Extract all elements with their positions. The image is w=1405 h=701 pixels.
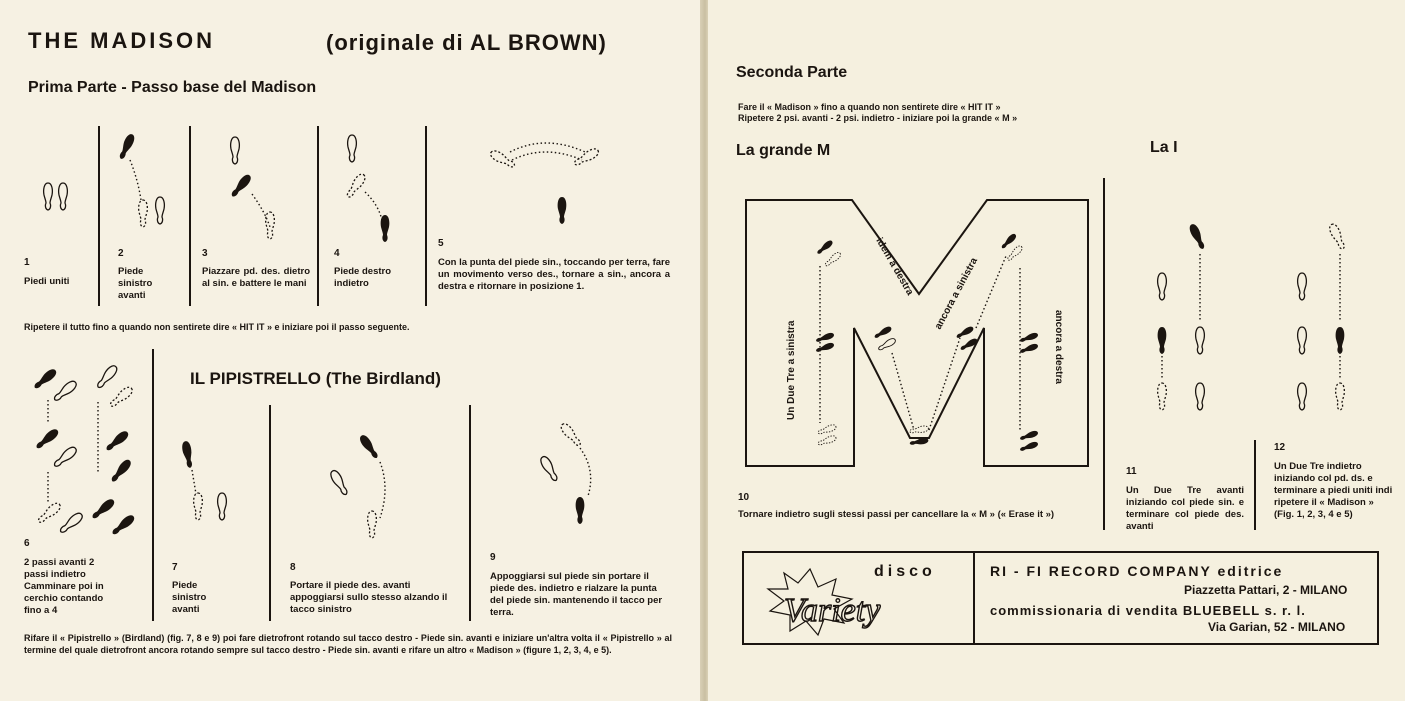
divider bbox=[1254, 440, 1256, 530]
divider bbox=[269, 405, 271, 621]
divider bbox=[469, 405, 471, 621]
step-diagram-1 bbox=[38, 178, 78, 222]
intro-line-2: Ripetere 2 psi. avanti - 2 psi. indietro - iniziare poi la grande « M » bbox=[738, 113, 1018, 123]
figure-number: 6 bbox=[24, 538, 30, 549]
section-heading-prima-parte: Prima Parte - Passo base del Madison bbox=[28, 79, 317, 96]
divider bbox=[189, 126, 191, 306]
distributor-name: commissionaria di vendita BLUEBELL s. r. l. bbox=[990, 603, 1306, 618]
figure-caption: Piede sinistro avanti bbox=[118, 266, 153, 301]
step-diagram-2 bbox=[108, 130, 178, 240]
step-diagram-11 bbox=[1140, 220, 1230, 430]
section-heading-seconda-parte: Seconda Parte bbox=[736, 64, 848, 81]
figure-number: 3 bbox=[202, 248, 208, 259]
left-page bbox=[0, 0, 702, 701]
divider bbox=[425, 126, 427, 306]
intro-line-1: Fare il « Madison » fino a quando non sentirete dire « HIT IT » bbox=[738, 102, 1001, 112]
variety-wordmark: Variety bbox=[784, 592, 881, 629]
m-label-1: Un Due Tre a sinistra bbox=[786, 320, 797, 420]
company-name: RI - FI RECORD COMPANY editrice bbox=[990, 563, 1284, 579]
step-diagram-4 bbox=[330, 132, 410, 247]
heading-la-i: La I bbox=[1150, 139, 1178, 156]
page-subtitle: (originale di AL BROWN) bbox=[326, 30, 607, 55]
figure-caption: Tornare indietro sugli stessi passi per cancellare la « M » (« Erase it ») bbox=[738, 509, 1055, 520]
figure-number: 11 bbox=[1126, 466, 1137, 477]
figure-caption: Un Due Tre indietro iniziando col pd. ds. e terminare a piedi uniti indi ripetere il « Madison » (Fig. 1, 2, 3, 4 e 5) bbox=[1274, 461, 1393, 520]
figure-number: 7 bbox=[172, 562, 178, 573]
figure-caption: Piede sinistro avanti bbox=[172, 580, 207, 615]
figure-number: 1 bbox=[24, 257, 30, 268]
step-diagram-9 bbox=[530, 420, 620, 538]
figure-caption: Piazzare pd. des. dietro al sin. e battere le mani bbox=[202, 266, 310, 289]
figure-number: 5 bbox=[438, 238, 444, 249]
figure-number: 8 bbox=[290, 562, 296, 573]
divider bbox=[317, 126, 319, 306]
figure-number: 10 bbox=[738, 492, 750, 503]
heading-la-grande-m: La grande M bbox=[736, 142, 831, 159]
section-heading-pipistrello: IL PIPISTRELLO (The Birdland) bbox=[190, 369, 441, 388]
divider bbox=[98, 126, 100, 306]
figure-number: 9 bbox=[490, 552, 496, 563]
figure-caption: Un Due Tre avanti iniziando col piede sin. e terminare col piede des. avanti bbox=[1126, 485, 1244, 532]
m-label-2: idem a destra bbox=[873, 236, 916, 298]
step-diagram-12 bbox=[1278, 220, 1368, 430]
figure-caption: 2 passi avanti 2 passi indietro Camminare poi in cerchio contando fino a 4 bbox=[24, 557, 104, 616]
divider bbox=[1103, 178, 1105, 530]
step-diagram-6 bbox=[28, 362, 146, 540]
figure-number: 12 bbox=[1274, 442, 1286, 453]
m-label-3: ancora a sinistra bbox=[932, 256, 980, 332]
figure-caption: Con la punta del piede sin., toccando per terra, fare un movimento verso des., tornare a sin., ancora a destra e ritornare in posizione 1. bbox=[438, 257, 670, 292]
distributor-address: Via Garian, 52 - MILANO bbox=[1208, 620, 1346, 634]
figure-number: 4 bbox=[334, 248, 340, 259]
closing-instruction: Rifare il « Pipistrello » (Birdland) (fig. 7, 8 e 9) poi fare dietrofront rotando sul tacco destro - Piede sin. avanti e iniziare un'altra volta il « Pipistrello » al termine del quale dietrofront ancora rotando sempre sul tacco destro - Piede sin. avanti e rifare un altro « Madison » (figure 1, 2, 3, 4, e 5). bbox=[24, 633, 672, 655]
step-diagram-3 bbox=[200, 132, 300, 242]
disco-label: disco bbox=[874, 563, 936, 580]
publisher-footer bbox=[742, 551, 1379, 645]
company-address: Piazzetta Pattari, 2 - MILANO bbox=[1184, 583, 1348, 597]
figure-caption: Appoggiarsi sul piede sin portare il piede des. indietro e rialzare la punta del piede sin. mantenendo il tacco per terra. bbox=[490, 571, 663, 618]
step-diagram-8 bbox=[320, 428, 410, 546]
page-title: THE MADISON bbox=[28, 28, 215, 53]
repeat-instruction: Ripetere il tutto fino a quando non sentirete dire « HIT IT » e iniziare poi il passo seguente. bbox=[24, 322, 410, 332]
variety-logo bbox=[758, 559, 958, 639]
footer-divider bbox=[973, 553, 975, 643]
m-outline bbox=[746, 200, 1088, 466]
figure-caption: Portare il piede des. avanti appoggiarsi sullo stesso alzando il tacco sinistro bbox=[290, 580, 448, 615]
figure-caption: Piedi uniti bbox=[24, 276, 70, 287]
m-label-4: ancora a destra bbox=[1053, 310, 1064, 384]
figure-number: 2 bbox=[118, 248, 124, 259]
grande-m-diagram bbox=[744, 198, 1094, 470]
figure-caption: Piede destro indietro bbox=[334, 266, 392, 289]
step-diagram-5 bbox=[490, 130, 600, 240]
divider bbox=[152, 349, 154, 621]
step-diagram-7 bbox=[178, 436, 242, 528]
